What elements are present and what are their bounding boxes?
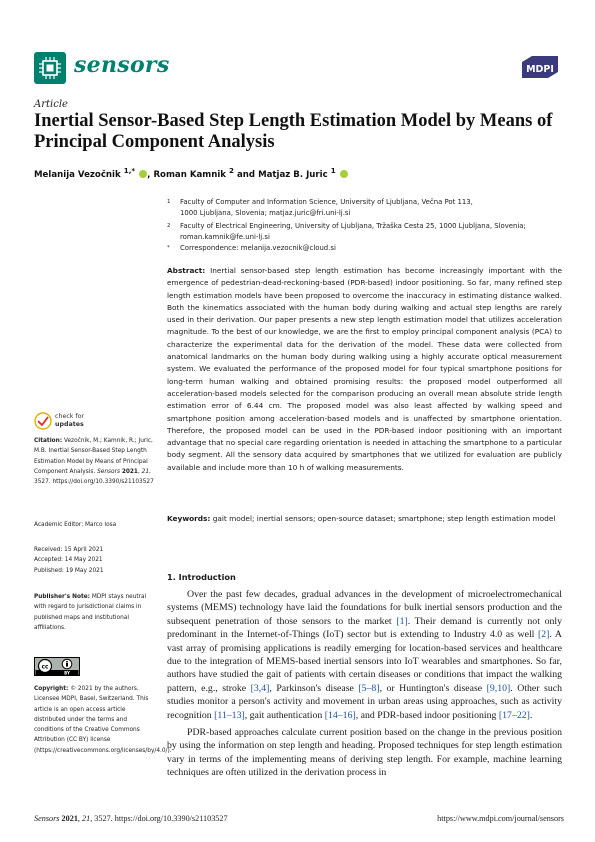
orcid-icon[interactable] xyxy=(340,170,348,178)
citation-label: Citation: xyxy=(34,438,63,444)
journal-header xyxy=(34,42,564,90)
copyright-block xyxy=(34,684,172,756)
sensors-chip-icon xyxy=(34,52,66,84)
author-list xyxy=(34,166,564,180)
svg-text:BY: BY xyxy=(64,670,70,676)
citation-text: Vezočnik, M.; Kamnik, R.; Juric, M.B. Inertial Sensor-Based Step Length Estimation Model by Means of Principal Component Analysis. xyxy=(34,438,153,475)
author-name[interactable]: Matjaz B. Juric xyxy=(258,169,328,180)
check-updates-text xyxy=(55,413,84,429)
footer-journal: Sensors xyxy=(34,814,60,823)
publisher-note xyxy=(34,592,154,633)
affiliation-1 xyxy=(167,197,567,219)
affiliation-line: Faculty of Computer and Information Science, University of Ljubljana, Večna Pot 113, xyxy=(180,198,473,206)
citation-link[interactable]: [2] xyxy=(537,629,550,641)
check-updates-line2: updates xyxy=(55,421,84,428)
accepted-date: Accepted: 14 May 2021 xyxy=(34,557,103,564)
correspondence xyxy=(167,243,567,254)
intro-paragraph-2: PDR-based approaches calculate current position based on the change in the previous position by using the information on step length and heading. Proposed techniques for step length estimation vary in terms of the implementing means of deriving step length. For example, machine learning techniques are often utilized in the derivation process in xyxy=(167,727,562,779)
published-date: Published: 19 May 2021 xyxy=(34,567,104,574)
author-name[interactable]: Melanija Vezočnik xyxy=(34,169,121,180)
journal-name[interactable]: sensors xyxy=(74,52,170,78)
citation-doi[interactable]: , 3527. https://doi.org/10.3390/s21103527 xyxy=(34,468,154,486)
affiliation-mark: 1 xyxy=(167,199,171,205)
mdpi-logo-text: MDPI xyxy=(526,64,554,75)
citation-year: 2021 xyxy=(121,468,138,475)
intro-text: . Other such studies monitor a person's activity and movement in urban areas using approaches, such as activity recognition xyxy=(167,682,562,721)
section-heading: 1. Introduction xyxy=(167,572,236,582)
citation-link[interactable]: [3,4] xyxy=(250,682,270,694)
footer-doi[interactable]: , 3527. https://doi.org/10.3390/s21103527 xyxy=(90,814,228,823)
footer-volume: 21 xyxy=(82,814,91,823)
affiliation-mark: * xyxy=(167,245,170,251)
check-updates-line1: check for xyxy=(55,413,85,420)
intro-text: Over the past few decades, gradual advances in the development of microelectromechanical systems (MEMS) technology have laid the foundations for bulk inertial sensors production and the subsequent penetration of those sensors to the market xyxy=(167,589,562,627)
citation-link[interactable]: [14–16] xyxy=(324,709,356,721)
citation-link[interactable]: [5–8] xyxy=(358,682,380,694)
citation-link[interactable]: [9,10] xyxy=(486,682,511,694)
intro-text: , or Huntington's disease xyxy=(379,682,487,694)
intro-text: . Their demand is currently not only predominant in the Internet-of-Things (IoT) sector but is extending to Industry 4.0 as well xyxy=(167,615,563,641)
citation-link[interactable]: [11–13] xyxy=(214,709,245,721)
abstract-label: Abstract: xyxy=(167,266,206,275)
author-name[interactable]: Roman Kamnik xyxy=(153,169,227,180)
affiliation-mark: 2 xyxy=(167,223,171,229)
copyright-label: Copyright: xyxy=(34,686,69,692)
orcid-icon[interactable] xyxy=(139,170,147,178)
citation-link[interactable]: [1] xyxy=(396,615,408,627)
intro-text: . A vast array of promising applications is readily emerging for location-based services and healthcare due to the integration of MEMS-based inertial sensors into IoT wearables and smartphones. So far, authors have studied the gait of patients with certain diseases or conditions that impact the walking pattern, e.g., stroke xyxy=(167,629,562,694)
publisher-note-label: Publisher's Note: xyxy=(34,594,90,600)
author-and: and xyxy=(237,169,256,180)
received-date: Received: 15 April 2021 xyxy=(34,547,104,553)
keywords xyxy=(167,513,562,525)
intro-text: , Parkinson's disease xyxy=(269,682,359,694)
affiliation-line: Faculty of Electrical Engineering, University of Ljubljana, Tržaška Cesta 25, 1000 Ljubljana, Slovenia; xyxy=(180,222,526,230)
author-affiliation-mark: 2 xyxy=(229,166,234,175)
footer-citation: Sensors 2021, 21, 3527. https://doi.org/10.3390/s21103527 xyxy=(34,814,228,823)
intro-text: , gait authentication xyxy=(244,709,325,721)
svg-text:cc: cc xyxy=(41,664,49,671)
copyright-text: © 2021 by the authors. Licensee MDPI, Basel, Switzerland. This article is an open access article distributed under the terms and conditions of the Creative Commons Attribution (CC BY) license (https://creativecommons.org/licenses/by/4.0/). xyxy=(34,686,172,754)
intro-text: , and PDR-based indoor positioning xyxy=(355,709,499,721)
affiliation-line: roman.kamnik@fe.uni-lj.si xyxy=(180,233,270,241)
academic-editor: Academic Editor: Marco Iosa xyxy=(34,522,117,528)
mdpi-logo[interactable] xyxy=(518,52,562,82)
intro-text: . xyxy=(529,709,533,721)
author-affiliation-mark: 1 xyxy=(330,166,336,175)
citation-block: Citation: Vezočnik, M.; Kamnik, R.; Juric, M.B. Inertial Sensor-Based Step Length Estimation Model by Means of Principal Component Analysis. Sensors 2021, 21, 3527. https://doi.org/10.3390/s21103527 xyxy=(34,438,154,486)
article-type: Article xyxy=(34,99,68,110)
keywords-text: gait model; inertial sensors; open-source dataset; smartphone; step length estimation model xyxy=(212,514,556,523)
footer-journal-url[interactable]: https://www.mdpi.com/journal/sensors xyxy=(437,814,564,823)
article-title: Inertial Sensor-Based Step Length Estimation Model by Means of Principal Component Analysis xyxy=(34,111,553,152)
cc-by-license-icon[interactable] xyxy=(34,657,80,676)
affiliation-line: 1000 Ljubljana, Slovenia; matjaz.juric@fri.uni-lj.si xyxy=(180,209,351,217)
footer-year: 2021 xyxy=(61,814,78,823)
correspondence-line: Correspondence: melanija.vezocnik@cloud.si xyxy=(180,244,336,252)
publisher-note-text: MDPI stays neutral with regard to jurisdictional claims in published maps and institutional affiliations. xyxy=(34,594,147,631)
author-affiliation-mark: 1,* xyxy=(123,166,136,175)
citation-journal: Sensors xyxy=(97,468,120,475)
affiliation-2 xyxy=(167,221,567,243)
check-for-updates-badge[interactable] xyxy=(34,410,124,432)
intro-paragraph xyxy=(167,588,562,722)
keywords-label: Keywords: xyxy=(167,514,211,523)
abstract xyxy=(167,265,562,474)
citation-volume: 21 xyxy=(141,468,150,475)
check-updates-icon xyxy=(34,412,52,430)
abstract-text: Inertial sensor-based step length estimation has become increasingly important with the emergence of pedestrian-dead-reckoning-based (PDR-based) indoor positioning. So far, many refined step length estimation models have been proposed to overcome the inaccuracy in estimating distance walked. Both the kinematics associated with the human body during walking and actual step lengths are rarely used in their derivation. Our paper presents a new step length estimation model that utilizes acceleration magnitude. To the best of our knowledge, we are the first to employ principal component analysis (PCA) to characterize the experimental data for the derivation of the model. These data were collected from anatomical landmarks on the human body during walking using a highly accurate optical measurement system. We evaluated the performance of the proposed model for four typical smartphone positions for long-term human walking and obtained promising results: the proposed model outperformed all acceleration-based models selected for the comparison producing an overall mean absolute stride length estimation error of 6.44 cm. The proposed model was also least affected by walking speed and smartphone position among acceleration-based models and is unaffected by smartphone orientation. Therefore, the proposed model can be used in the PDR-based indoor positioning with an important advantage that no special care regarding orientation is needed in attaching the smartphone to a particular body segment. All the sensory data acquired by smartphones that we utilized for evaluation are publicly available and include more than 10 h of walking measurements. xyxy=(167,266,562,472)
dates-block xyxy=(34,545,154,576)
citation-link[interactable]: [17–22] xyxy=(498,709,530,721)
author-separator: , xyxy=(147,169,154,180)
